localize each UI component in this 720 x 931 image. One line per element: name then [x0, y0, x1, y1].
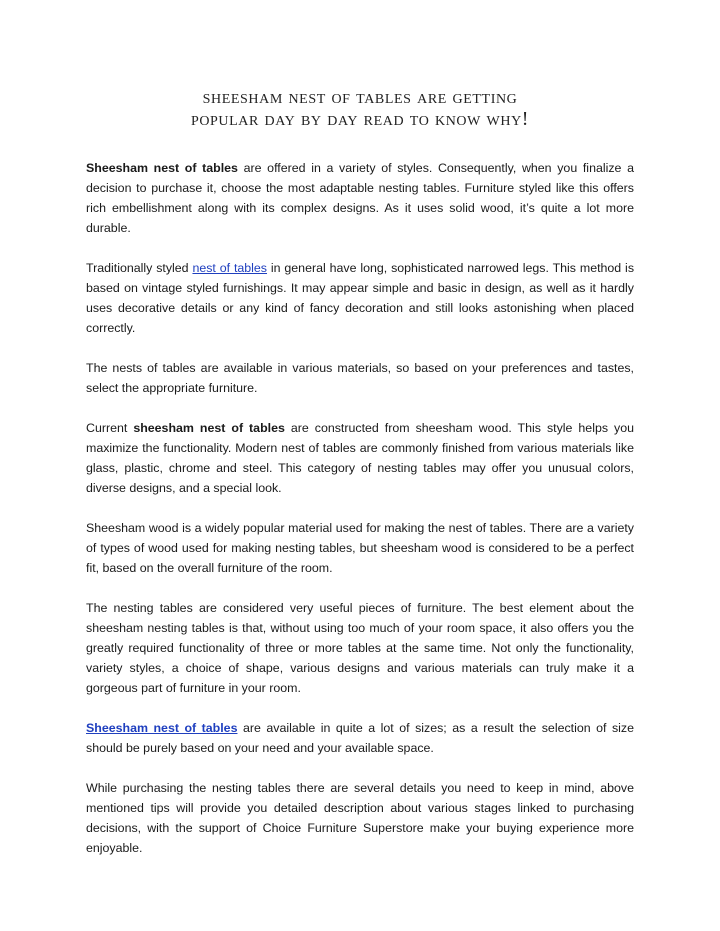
title-line-2: popular day by day read to know why!	[190, 108, 530, 130]
paragraph-text: are available in quite a lot of sizes; as a result the selection of size should be purely based on your need and your available space.	[86, 721, 634, 755]
paragraph-7	[86, 718, 634, 758]
paragraph-text: are constructed from sheesham wood. This style helps you maximize the functionality. Modern nest of tables are commonly finished from various materials like glass, plastic, chrome and steel. This category of nesting tables may offer you unusual colors, diverse designs, and a special look.	[86, 421, 635, 495]
paragraph-6: The nesting tables are considered very useful pieces of furniture. The best element about the sheesham nesting tables is that, without using too much of your room space, it also offers you the greatly required functionality of three or more tables at the same time. Not only the functionality, variety styles, a choice of shape, various designs and various materials can truly make it a gorgeous part of furniture in your room.	[86, 601, 634, 695]
paragraph-text: are offered in a variety of styles. Consequently, when you finalize a decision to purchase it, choose the most adaptable nesting tables. Furniture styled like this offers rich embellishment along with its complex designs. As it uses solid wood, it’s quite a lot more durable.	[86, 161, 634, 235]
paragraph-text: Current	[86, 421, 134, 435]
bold-phrase: Sheesham nest of tables	[86, 161, 238, 175]
paragraph-3: The nests of tables are available in various materials, so based on your preferences and tastes, select the appropriate furniture.	[86, 361, 634, 395]
bold-phrase: sheesham nest of tables	[133, 421, 285, 435]
nest-of-tables-link[interactable]: nest of tables	[192, 261, 268, 275]
paragraph-5: Sheesham wood is a widely popular material used for making the nest of tables. There are a variety of types of wood used for making nesting tables, but sheesham wood is considered to be a perfect fit, based on the overall furniture of the room.	[86, 521, 634, 575]
paragraph-4	[86, 418, 634, 498]
document-title	[86, 86, 634, 130]
paragraph-text: in general have long, sophisticated narrowed legs. This method is based on vintage styled furnishings. It may appear simple and basic in design, as well as it hardly uses decorative details or any kind of fancy decoration and still looks astonishing when placed correctly.	[86, 261, 635, 335]
paragraph-text: Traditionally styled	[86, 261, 193, 275]
paragraph-1	[86, 158, 634, 238]
paragraph-2	[86, 258, 634, 338]
paragraph-8: While purchasing the nesting tables there are several details you need to keep in mind, above mentioned tips will provide you detailed description about various stages linked to purchasing decisions, with the support of Choice Furniture Superstore make your buying experience more enjoyable.	[86, 781, 634, 855]
title-line-1: sheesham nest of tables are getting	[202, 86, 518, 108]
sheesham-nest-of-tables-link[interactable]: Sheesham nest of tables	[86, 721, 238, 735]
